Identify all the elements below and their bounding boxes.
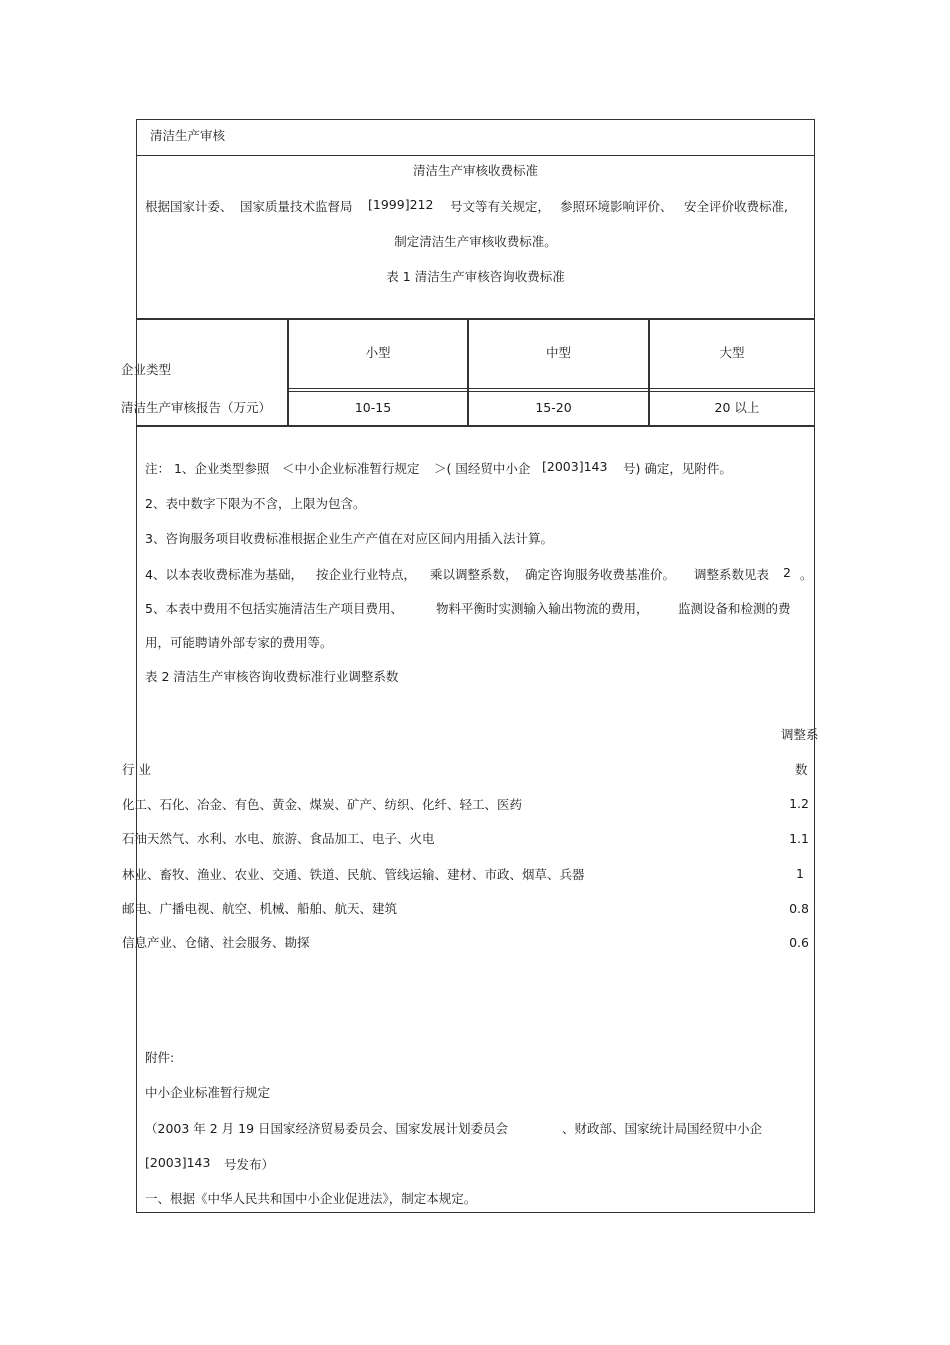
table1-value-medium: 15-20 xyxy=(535,400,572,415)
header-divider xyxy=(136,155,815,156)
intro-line-2: 制定清洁生产审核收费标准。 xyxy=(394,234,557,249)
table1-header-bottom xyxy=(288,388,815,389)
appendix-source-part-c: [2003]143 xyxy=(145,1155,211,1170)
intro-part-4: 号文等有关规定， xyxy=(450,199,551,214)
note4-part-b: 按企业行业特点， xyxy=(316,567,417,582)
industry-name: 石油天然气、水利、水电、旅游、食品加工、电子、火电 xyxy=(122,831,435,846)
note5-line-2: 用，可能聘请外部专家的费用等。 xyxy=(145,635,333,650)
note4-part-a: 4、以本表收费标准为基础， xyxy=(145,567,303,582)
table1-header-large: 大型 xyxy=(719,345,745,360)
note4-part-g: 。 xyxy=(800,567,813,582)
frame-bottom-border xyxy=(136,1212,815,1213)
industry-name: 信息产业、仓储、社会服务、勘探 xyxy=(122,935,310,950)
industry-name: 邮电、广播电视、航空、机械、船舶、航天、建筑 xyxy=(122,901,398,916)
table1-top-border xyxy=(136,318,815,320)
intro-part-1: 根据国家计委、 xyxy=(145,199,233,214)
note4-part-e: 调整系数见表 xyxy=(694,567,770,582)
section-heading: 清洁生产审核收费标准 xyxy=(412,163,538,178)
note1-part-e: 号) 确定，见附件。 xyxy=(623,461,732,476)
table2-header-industry: 行 业 xyxy=(122,762,151,777)
intro-part-5: 参照环境影响评价、 xyxy=(560,199,673,214)
intro-part-2: 国家质量技术监督局 xyxy=(240,199,353,214)
table1-row-label: 清洁生产审核报告（万元） xyxy=(121,400,272,415)
industry-name: 林业、畜牧、渔业、农业、交通、铁道、民航、管线运输、建材、市政、烟草、兵器 xyxy=(122,867,585,882)
table1-value-small: 10-15 xyxy=(354,400,392,415)
appendix-source-part-b: 、财政部、国家统计局国经贸中小企 xyxy=(562,1121,763,1136)
note5-part-b: 物料平衡时实测输入输出物流的费用， xyxy=(436,601,649,616)
note1-part-a: 注： 1、企业类型参照 xyxy=(145,461,270,476)
note1-part-d: [2003]143 xyxy=(542,459,608,474)
table2-caption: 表 2 清洁生产审核咨询收费标准行业调整系数 xyxy=(145,669,399,684)
appendix-source-part-a: （2003 年 2 月 19 日国家经济贸易委员会、国家发展计划委员会 xyxy=(145,1121,509,1136)
table2-header-coefficient-1: 调整系 xyxy=(781,727,819,742)
appendix-label: 附件: xyxy=(145,1050,175,1065)
coefficient-value: 1 xyxy=(796,866,804,881)
industry-name: 化工、石化、冶金、有色、黄金、煤炭、矿产、纺织、化纤、轻工、医药 xyxy=(122,797,523,812)
appendix-title: 中小企业标准暂行规定 xyxy=(145,1085,271,1100)
note5-part-c: 监测设备和检测的费 xyxy=(678,601,791,616)
table1-header-medium: 中型 xyxy=(545,345,571,360)
note4-part-f: 2 xyxy=(783,565,791,580)
note1-part-b: ＜中小企业标准暂行规定 xyxy=(282,461,420,476)
table2-header-coefficient-2: 数 xyxy=(795,762,808,777)
appendix-source-part-d: 号发布） xyxy=(224,1157,275,1172)
table1-caption: 表 1 清洁生产审核咨询收费标准 xyxy=(386,269,565,284)
table1-value-large: 20 以上 xyxy=(714,400,760,415)
document-header-title: 清洁生产审核 xyxy=(150,128,226,143)
table1-header-small: 小型 xyxy=(365,345,391,360)
coefficient-value: 0.6 xyxy=(789,935,809,950)
note1-part-c: ＞( 国经贸中小企 xyxy=(434,461,531,476)
coefficient-value: 1.1 xyxy=(789,831,809,846)
table1-col-header-enterprise-type: 企业类型 xyxy=(121,362,172,377)
coefficient-value: 1.2 xyxy=(789,796,809,811)
note4-part-d: 确定咨询服务收费基准价。 xyxy=(525,567,676,582)
intro-part-3: [1999]212 xyxy=(368,197,434,212)
table1-header-bottom-2 xyxy=(288,391,815,392)
note2: 2、表中数字下限为不含，上限为包含。 xyxy=(145,496,366,511)
coefficient-value: 0.8 xyxy=(789,901,809,916)
intro-part-6: 安全评价收费标准, xyxy=(684,199,788,214)
note4-part-c: 乘以调整系数， xyxy=(430,567,518,582)
appendix-clause-1: 一、根据《中华人民共和国中小企业促进法》，制定本规定。 xyxy=(145,1191,477,1206)
note5-part-a: 5、本表中费用不包括实施清洁生产项目费用、 xyxy=(145,601,403,616)
frame-top-border xyxy=(136,119,815,120)
note3: 3、咨询服务项目收费标准根据企业生产产值在对应区间内用插入法计算。 xyxy=(145,531,553,546)
table1-row-bottom xyxy=(136,425,815,427)
